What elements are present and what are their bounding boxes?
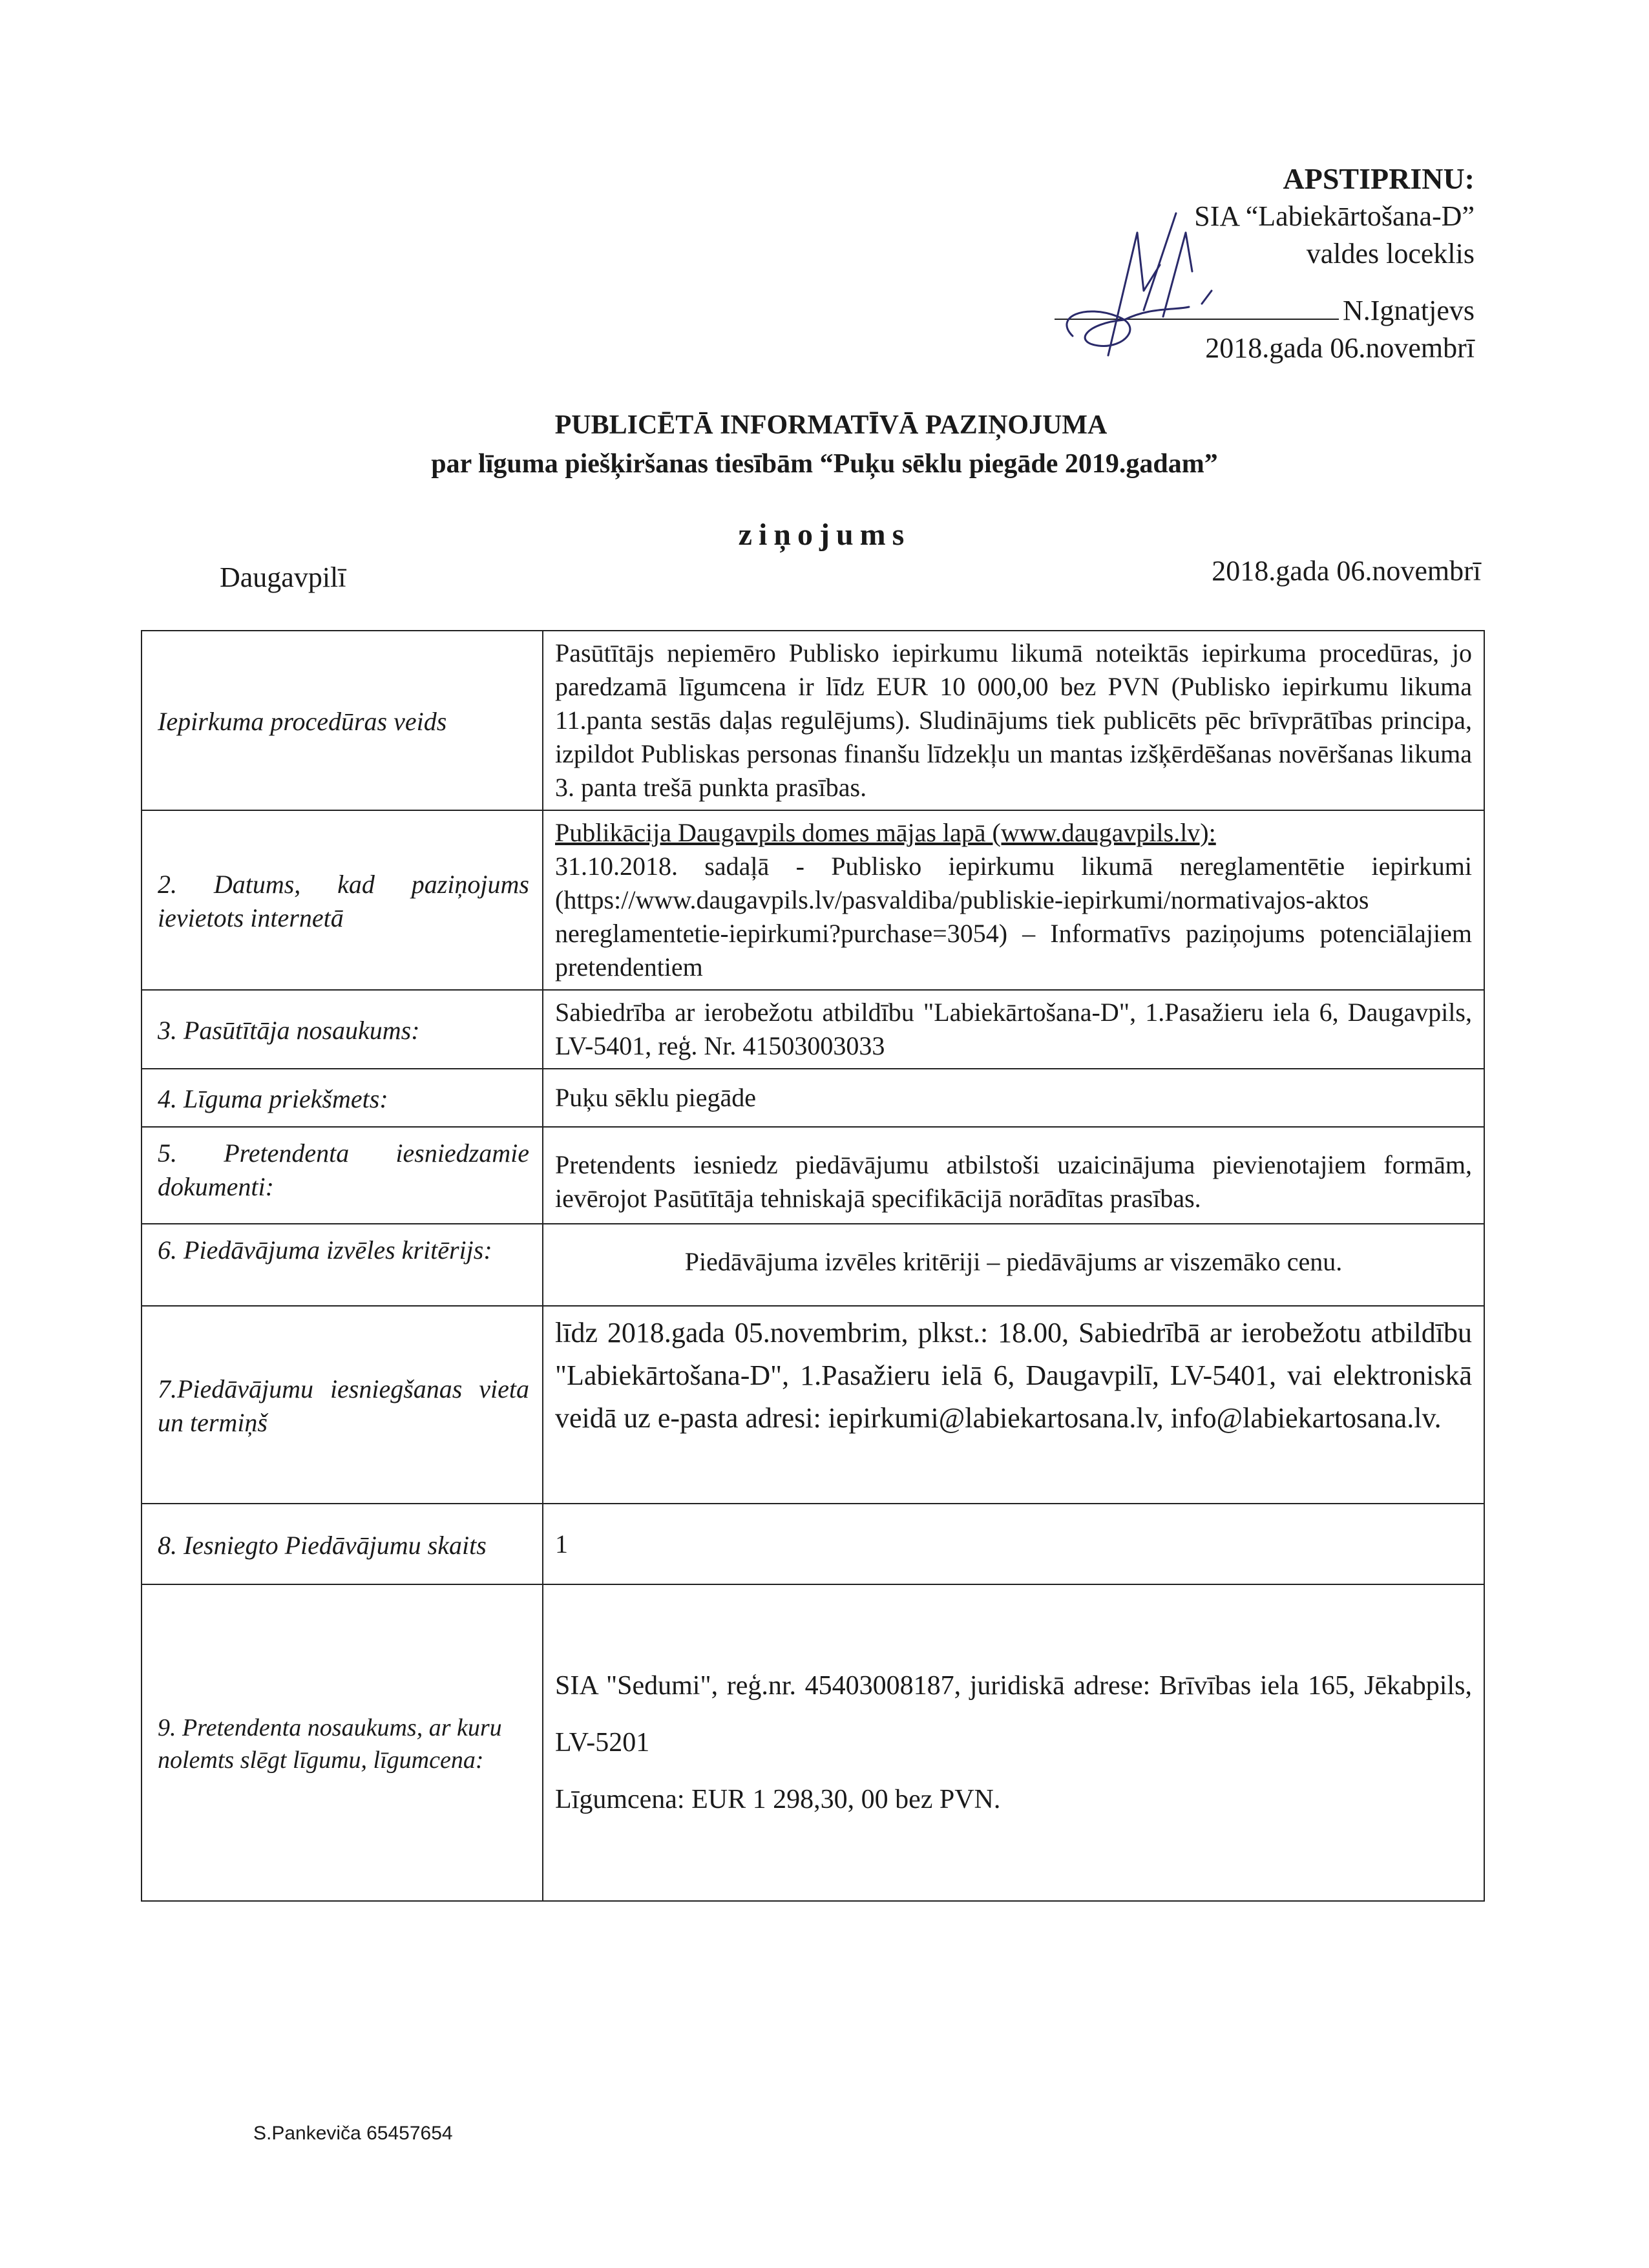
row-value: Pasūtītājs nepiemēro Publisko iepirkumu likumā noteiktās iepirkuma procedūras, jo paredzamā līgumcena ir līdz EUR 10 000,00 bez PVN (Publisko iepirkumu likuma 11.panta sestās daļas regulējums). Sludinājums tiek publicēts pēc brīvprātības principa, izpildot Publiskas personas finanšu līdzekļu un mantas izšķērdēšanas novēršanas likuma 3. panta trešā punkta prasības. <box>543 631 1484 810</box>
table-row <box>142 1584 1484 1901</box>
winner-details: SIA "Sedumi", reģ.nr. 45403008187, juridiskā adrese: Brīvības iela 165, Jēkabpils, LV-5201 <box>555 1671 1472 1758</box>
table-row <box>142 1224 1484 1306</box>
publication-details: 31.10.2018. sadaļā - Publisko iepirkumu likumā nereglamentētie iepirkumi (https://www.daugavpils.lv/pasvaldiba/publiskie-iepirkumi/normativajos-aktos nereglamentetie-iepirkumi?purchase=3054) – Informatīvs paziņojums potenciālajiem pretendentiem <box>555 852 1472 982</box>
row-value: Pretendents iesniedz piedāvājumu atbilstoši uzaicinājuma pievienotajiem formām, ievērojot Pasūtītāja tehniskajā specifikācijā norādītas prasības. <box>543 1127 1484 1224</box>
table-row <box>142 810 1484 990</box>
handwritten-signature <box>1047 194 1292 375</box>
approval-heading: APSTIPRINU: <box>1283 162 1475 195</box>
document-title: PUBLICĒTĀ INFORMATĪVĀ PAZIŅOJUMA <box>554 410 1108 440</box>
table-row <box>142 631 1484 810</box>
approval-company: SIA “Labiekārtošana-D” <box>1194 200 1475 232</box>
table-row <box>142 1069 1484 1127</box>
row-label: 9. Pretendenta nosaukums, ar kuru nolemts slēgt līgumu, līgumcena: <box>142 1584 543 1901</box>
row-value: Sabiedrība ar ierobežotu atbildību "Labiekārtošana-D", 1.Pasažieru iela 6, Daugavpils, LV-5401, reģ. Nr. 41503003033 <box>543 990 1484 1069</box>
row-label: Iepirkuma procedūras veids <box>142 631 543 810</box>
info-table <box>141 630 1485 1902</box>
row-value: Puķu sēklu piegāde <box>543 1069 1484 1127</box>
table-row <box>142 1306 1484 1504</box>
row-value: līdz 2018.gada 05.novembrim, plkst.: 18.00, Sabiedrībā ar ierobežotu atbildību "Labiekārtošana-D", 1.Pasažieru ielā 6, Daugavpilī, LV-5401, vai elektroniskā veidā uz e-pasta adresi: iepirkumi@labiekartosana.lv, info@labiekartosana.lv. <box>543 1306 1484 1504</box>
approval-signer: N.Ignatjevs <box>1342 295 1475 326</box>
row-value: 1 <box>543 1504 1484 1584</box>
approval-date: 2018.gada 06.novembrī <box>1205 332 1475 364</box>
row-value <box>543 810 1484 990</box>
row-label: 2. Datums, kad paziņojums ievietots internetā <box>142 810 543 990</box>
table-row <box>142 990 1484 1069</box>
table-row <box>142 1504 1484 1584</box>
row-label: 4. Līguma priekšmets: <box>142 1069 543 1127</box>
row-label: 3. Pasūtītāja nosaukums: <box>142 990 543 1069</box>
approval-position: valdes loceklis <box>1306 238 1475 269</box>
table-row <box>142 1127 1484 1224</box>
document-date: 2018.gada 06.novembrī <box>1212 555 1481 587</box>
contract-price: Līgumcena: EUR 1 298,30, 00 bez PVN. <box>555 1785 1001 1814</box>
row-label: 5. Pretendenta iesniedzamie dokumenti: <box>142 1127 543 1224</box>
row-label: 6. Piedāvājuma izvēles kritērijs: <box>142 1224 543 1306</box>
publication-source: Publikācija Daugavpils domes mājas lapā (www.daugavpils.lv): <box>555 818 1216 847</box>
document-subtitle: ziņojums <box>738 518 911 552</box>
row-value <box>543 1584 1484 1901</box>
row-value: Piedāvājuma izvēles kritēriji – piedāvājums ar viszemāko cenu. <box>543 1224 1484 1306</box>
footer-contact: S.Pankeviča 65457654 <box>253 2123 453 2144</box>
row-label: 7.Piedāvājumu iesniegšanas vieta un termiņš <box>142 1306 543 1504</box>
document-title-line2: par līguma piešķiršanas tiesībām “Puķu sēklu piegāde 2019.gadam” <box>431 449 1218 479</box>
row-label: 8. Iesniegto Piedāvājumu skaits <box>142 1504 543 1584</box>
document-place: Daugavpilī <box>220 562 346 593</box>
